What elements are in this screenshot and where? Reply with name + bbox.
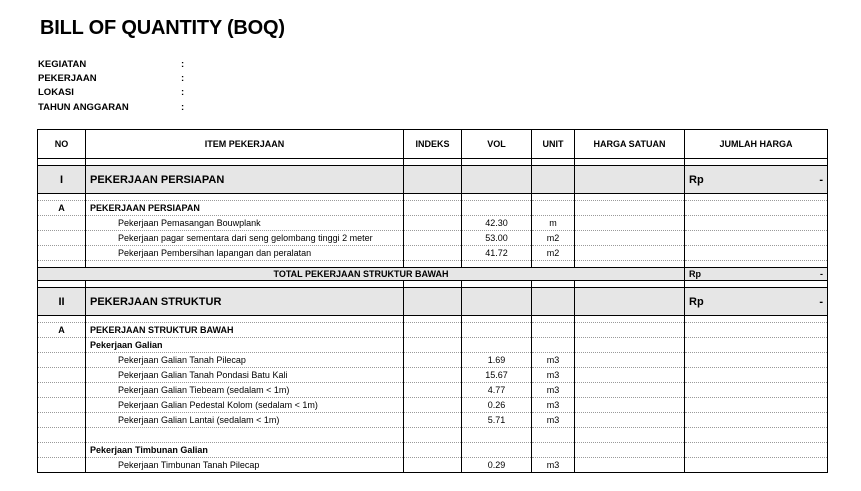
group-title: Pekerjaan Galian: [86, 338, 404, 353]
subsection-title: PEKERJAAN STRUKTUR BAWAH: [86, 323, 404, 338]
subsection-no: A: [38, 323, 86, 338]
total-label: TOTAL PEKERJAAN STRUKTUR BAWAH: [38, 268, 685, 281]
item-name: Pekerjaan Galian Tanah Pilecap: [86, 353, 404, 368]
blank-row: [38, 428, 828, 443]
item-unit: m3: [532, 413, 575, 428]
table-row: [38, 413, 828, 428]
table-row: [38, 458, 828, 473]
group-title: Pekerjaan Timbunan Galian: [86, 443, 404, 458]
table-row: [38, 216, 828, 231]
item-unit: m3: [532, 353, 575, 368]
meta-label: PEKERJAAN: [38, 73, 97, 84]
item-vol: 41.72: [462, 246, 532, 261]
table-row: [38, 231, 828, 246]
boq-table: [37, 129, 828, 473]
item-unit: m2: [532, 246, 575, 261]
table-row: [38, 353, 828, 368]
item-unit: m3: [532, 368, 575, 383]
subsection-row: [38, 201, 828, 216]
meta-colon: :: [181, 87, 185, 98]
section-no: II: [38, 288, 86, 316]
item-unit: m3: [532, 383, 575, 398]
meta-label: TAHUN ANGGARAN: [38, 102, 129, 113]
item-unit: m2: [532, 231, 575, 246]
group-row: [38, 443, 828, 458]
document-title: BILL OF QUANTITY (BOQ): [40, 17, 285, 39]
spacer-row: [38, 316, 828, 323]
item-name: Pekerjaan Pemasangan Bouwplank: [86, 216, 404, 231]
spacer-row: [38, 281, 828, 288]
item-name: Pekerjaan Galian Lantai (sedalam < 1m): [86, 413, 404, 428]
section-amount: Rp -: [685, 166, 828, 194]
spacer-row: [38, 261, 828, 268]
table-row: [38, 383, 828, 398]
item-name: Pekerjaan Timbunan Tanah Pilecap: [86, 458, 404, 473]
meta-colon: :: [181, 59, 185, 70]
table-row: [38, 246, 828, 261]
col-header-no: NO: [38, 130, 86, 159]
item-name: Pekerjaan Galian Tiebeam (sedalam < 1m): [86, 383, 404, 398]
total-amount: Rp -: [685, 268, 828, 281]
total-row: [38, 268, 828, 281]
meta-colon: :: [181, 102, 185, 113]
item-vol: 5.71: [462, 413, 532, 428]
section-row: [38, 166, 828, 194]
item-name: Pekerjaan Pembersihan lapangan dan peralatan: [86, 246, 404, 261]
spacer-row: [38, 194, 828, 201]
col-header-unit: UNIT: [532, 130, 575, 159]
table-row: [38, 398, 828, 413]
subsection-title: PEKERJAAN PERSIAPAN: [86, 201, 404, 216]
group-row: [38, 338, 828, 353]
item-unit: m3: [532, 458, 575, 473]
item-name: Pekerjaan Galian Pedestal Kolom (sedalam < 1m): [86, 398, 404, 413]
item-vol: 15.67: [462, 368, 532, 383]
item-vol: 4.77: [462, 383, 532, 398]
section-row: [38, 288, 828, 316]
section-no: I: [38, 166, 86, 194]
item-unit: m3: [532, 398, 575, 413]
spacer-row: [38, 159, 828, 166]
col-header-indeks: INDEKS: [404, 130, 462, 159]
item-name: Pekerjaan pagar sementara dari seng gelombang tinggi 2 meter: [86, 231, 404, 246]
meta-colon: :: [181, 73, 185, 84]
table-row: [38, 368, 828, 383]
table-header-row: [38, 130, 828, 159]
col-header-item: ITEM PEKERJAAN: [86, 130, 404, 159]
item-vol: 1.69: [462, 353, 532, 368]
item-vol: 53.00: [462, 231, 532, 246]
item-unit: m: [532, 216, 575, 231]
meta-label: LOKASI: [38, 87, 74, 98]
subsection-no: A: [38, 201, 86, 216]
meta-label: KEGIATAN: [38, 59, 87, 70]
item-vol: 0.29: [462, 458, 532, 473]
item-vol: 42.30: [462, 216, 532, 231]
section-amount: Rp -: [685, 288, 828, 316]
section-title: PEKERJAAN STRUKTUR: [86, 288, 404, 316]
item-name: Pekerjaan Galian Tanah Pondasi Batu Kali: [86, 368, 404, 383]
col-header-harga-satuan: HARGA SATUAN: [575, 130, 685, 159]
col-header-jumlah-harga: JUMLAH HARGA: [685, 130, 828, 159]
section-title: PEKERJAAN PERSIAPAN: [86, 166, 404, 194]
item-vol: 0.26: [462, 398, 532, 413]
subsection-row: [38, 323, 828, 338]
col-header-vol: VOL: [462, 130, 532, 159]
